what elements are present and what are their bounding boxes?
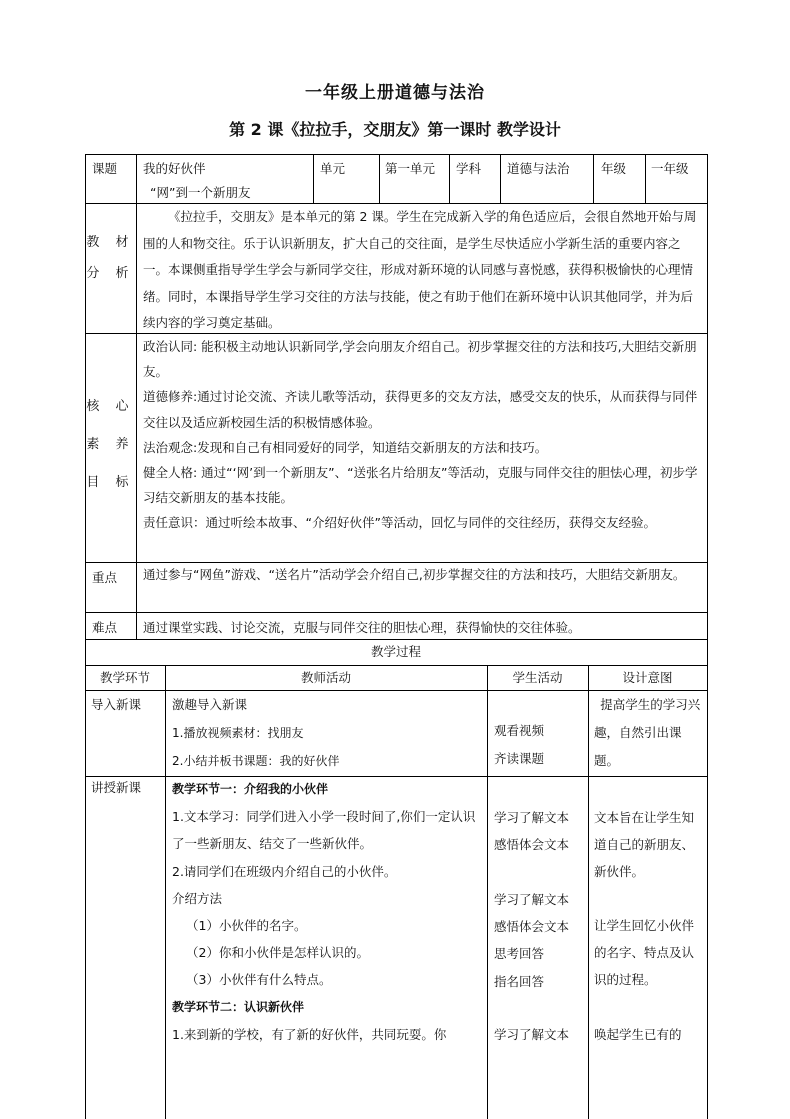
goal-item: 法治观念:发现和自己有相同爱好的同学，知道结交新朋友的方法和技巧。 [143,439,548,455]
topic-subvalue: “网”到一个新朋友 [150,185,251,200]
goal-item: 健全人格: 通过“‘网’到一个新朋友”、“送张名片给朋友”等活动，克服与同伴交往的胆怯心理，初步学习结交新朋友的基本技能。 [143,465,698,506]
intro-intent: 提高学生的学习兴趣，自然引出课题。 [594,697,701,768]
analysis-text: 《拉拉手，交朋友》是本单元的第 2 课。学生在完成新入学的角色适应后，会很自然地开始与周围的人和物交往。乐于认识新朋友，扩大自己的交往面，是学生尽快适应小学新生活的重要内容之一。本课侧重指导学生学会与新同学交往，形成对新环境的认同感与喜悦感，获得积极愉快的心理情绪。同时，本课指导学生学习交往的方法与技能，使之有助于他们在新环境中认识其他同学，并为后续内容的学习奠定基础。 [143,209,697,331]
header-student: 学生活动 [512,670,563,685]
teach-teacher: 教学环节一：介绍我的小伙伴 1.文本学习：同学们进入小学一段时间了,你们一定认识了一些新朋友、结交了一些新伙伴。 2.请同学们在班级内介绍自己的小伙伴。 介绍方法 （1）小伙伴的名字。 （2）你和小伙伴是怎样认识的。 （3）小伙伴有什么特点。 教学环节二：认识新伙伴 1.来到新的学校，有了新的好伙伴，共同玩耍。你 [172,782,476,1042]
grade-value: 一年级 [651,161,689,176]
analysis-label: 教 材 分 析 [86,235,135,281]
goal-item: 道德修养:通过讨论交流、齐读儿歌等活动，获得更多的交友方法，感受交友的快乐，从而获得与同伴交往以及适应新校园生活的积极情感体验。 [143,389,698,430]
key-points-text: 通过参与“网鱼”游戏、“送名片”活动学会介绍自己,初步掌握交往的方法和技巧，大胆结交新朋友。 [143,567,686,582]
goals-label: 核 心 素 养 目 标 [86,399,135,490]
doc-subtitle: 第 2 课《拉拉手，交朋友》第一课时 教学设计 [229,120,561,139]
grade-label: 年级 [601,161,627,176]
subject-label: 学科 [456,161,482,176]
teach-student-2: 学习了解文本 感悟体会文本 思考回答 指名回答 [494,892,570,989]
teach-student-1: 学习了解文本 感悟体会文本 [494,810,570,853]
subject-value: 道德与法治 [507,161,570,176]
unit-value: 第一单元 [385,161,436,176]
key-points-label: 重点 [92,570,118,585]
goal-item: 政治认同: 能积极主动地认识新同学,学会向朋友介绍自己。初步掌握交往的方法和技巧,大胆结交新朋友。 [143,339,697,380]
doc-title: 一年级上册道德与法治 [305,83,485,103]
stage-teach: 讲授新课 [91,780,142,795]
process-title: 教学过程 [370,644,421,659]
difficulty-text: 通过课堂实践、讨论交流，克服与同伴交往的胆怯心理，获得愉快的交往体验。 [143,620,581,635]
unit-label: 单元 [320,161,346,176]
header-teacher: 教师活动 [300,670,351,685]
topic-value: 我的好伙伴 [143,161,206,176]
intro-teacher: 激趣导入新课 1.播放视频素材：找朋友 2.小结并板书课题：我的好伙伴 [172,697,340,768]
teach-student-3: 学习了解文本 [494,1027,570,1042]
teach-intent-2: 让学生回忆小伙伴的名字、特点及认识的过程。 [594,918,695,988]
header-stage: 教学环节 [99,670,150,685]
teach-intent-1: 文本旨在让学生知道自己的新朋友、新伙伴。 [594,810,695,880]
intro-student: 观看视频 齐读课题 [494,723,545,766]
difficulty-label: 难点 [92,620,118,635]
topic-label: 课题 [92,161,118,176]
header-intent: 设计意图 [622,670,673,685]
goal-item: 责任意识：通过听绘本故事、“介绍好伙伴”等活动，回忆与同伴的交往经历，获得交友经验。 [143,515,656,531]
goals-list [143,334,701,536]
teach-intent-3: 唤起学生已有的 [594,1027,682,1042]
stage-intro: 导入新课 [91,697,142,712]
